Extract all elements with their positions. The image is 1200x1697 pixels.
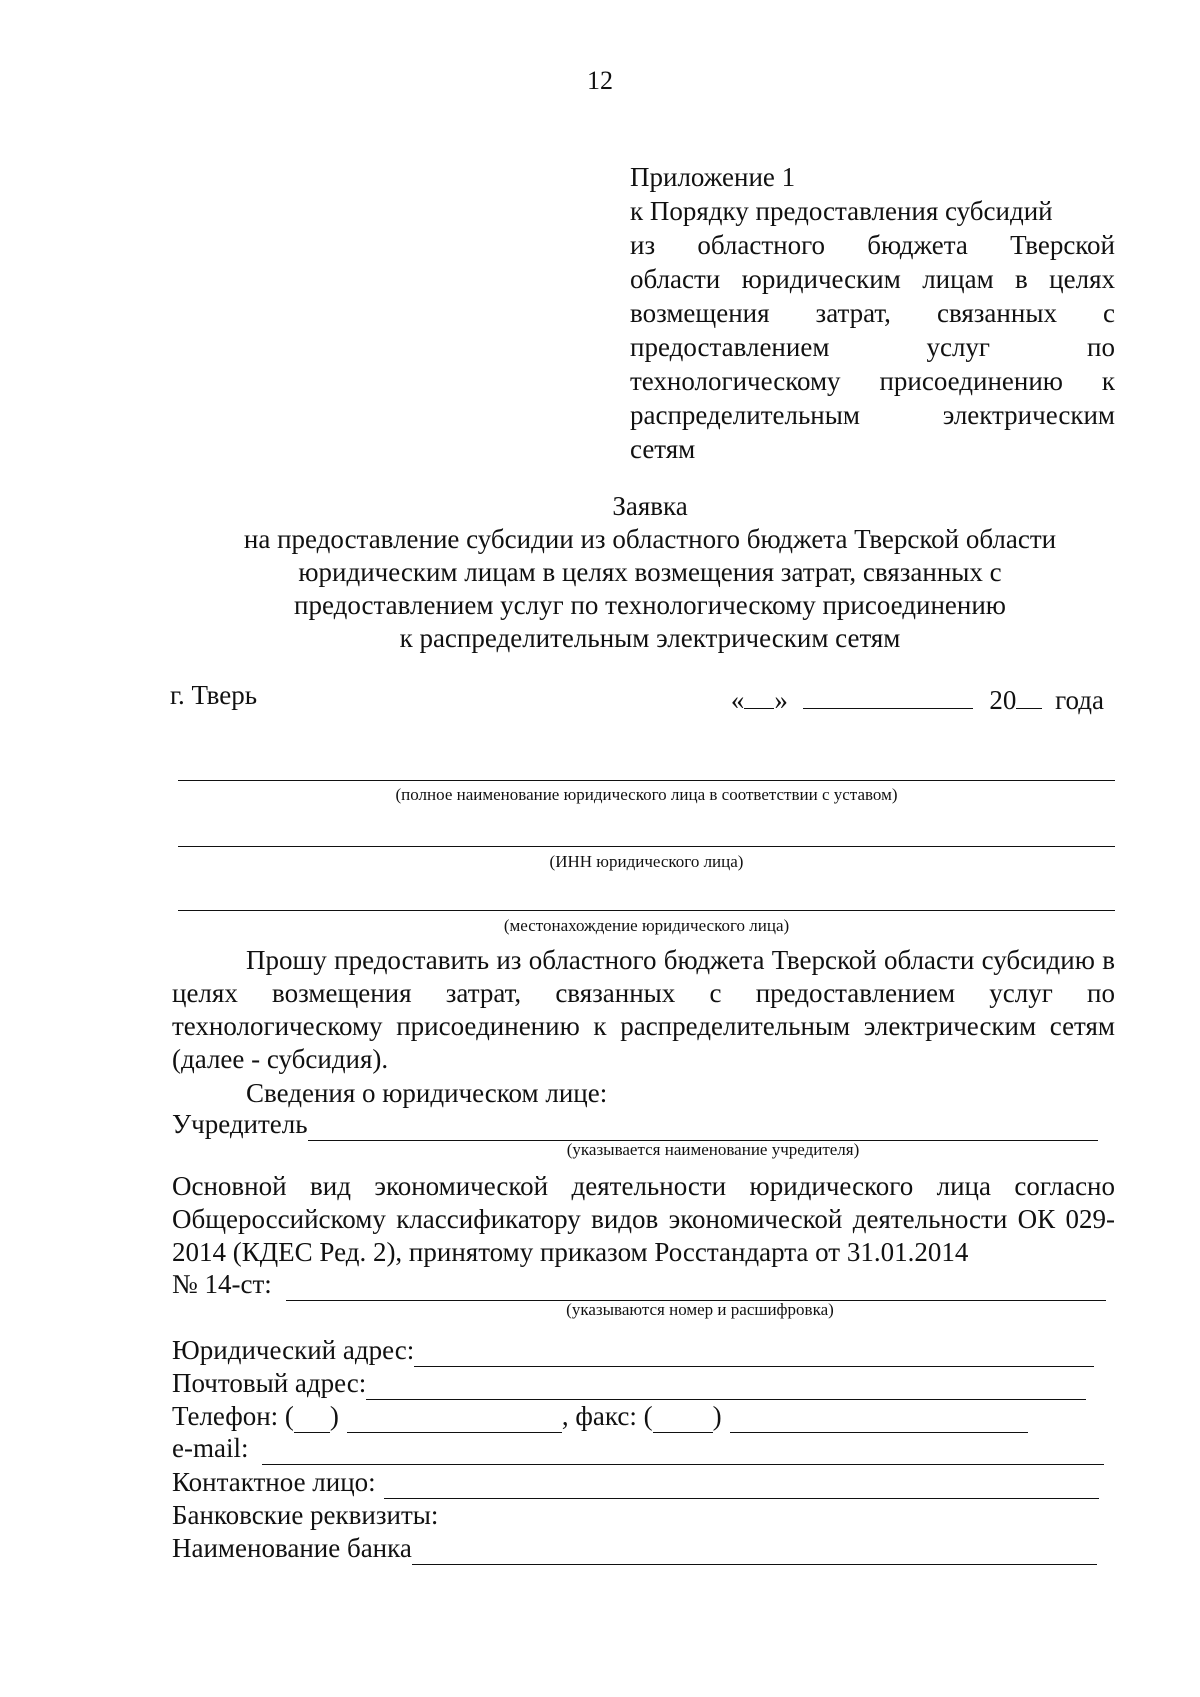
bank-name-label: Наименование банка [172,1533,412,1563]
place: г. Тверь [170,680,258,710]
month-blank[interactable] [803,682,973,709]
legal-address-label: Юридический адрес: [172,1335,415,1365]
date-field [731,682,1104,716]
appendix-line: из областного бюджета Тверской [630,230,1115,260]
inn-caption: (ИНН юридического лица) [549,852,744,871]
title-line: к распределительным электрическим сетям [399,623,901,653]
title-heading: Заявка [612,491,688,521]
postal-address-label: Почтовый адрес: [172,1368,367,1398]
legal-address-field [172,1334,1094,1367]
contact-person-label: Контактное лицо: [172,1467,376,1497]
contact-person-field [172,1466,1099,1499]
okved-field [172,1268,1106,1301]
phone-code-blank[interactable] [294,1406,330,1433]
founder-input-line[interactable] [308,1114,1098,1141]
legal-address-input-line[interactable] [414,1340,1094,1367]
appendix-line: распределительным электрическим [630,400,1115,430]
appendix-line: технологическому присоединению к [630,366,1115,396]
date-open-quote: « [730,685,745,715]
fax-label: , факс: ( [561,1401,653,1431]
appendix-line: предоставлением услуг по [630,332,1115,362]
appendix-line: сетям [630,434,696,464]
email-field [172,1432,1104,1465]
email-input-line[interactable] [262,1438,1104,1465]
year-prefix: 20 [989,685,1017,715]
appendix-block [630,160,1115,466]
postal-address-field [172,1367,1086,1400]
fax-close: ) [712,1401,722,1431]
okved-caption: (указываются номер и расшифровка) [566,1300,834,1319]
founder-label: Учредитель [172,1109,308,1139]
bank-details-field [172,1499,438,1532]
email-label: e-mail: [172,1433,249,1463]
okved-input-line[interactable] [286,1274,1106,1301]
founder-caption: (указывается наименование учредителя) [566,1140,860,1159]
fax-number-blank[interactable] [730,1406,1028,1433]
inn-line[interactable] [178,846,1115,847]
appendix-line: области юридическим лицам в целях [630,264,1115,294]
phone-close: ) [329,1401,339,1431]
location-caption: (местонахождение юридического лица) [503,916,790,935]
title-line: юридическим лицам в целях возмещения затрат, связанных с [298,557,1002,587]
year-blank[interactable] [1016,682,1042,709]
info-heading: Сведения о юридическом лице: [246,1078,608,1108]
postal-address-input-line[interactable] [366,1373,1086,1400]
phone-number-blank[interactable] [347,1406,562,1433]
bank-name-input-line[interactable] [412,1538,1097,1565]
date-close-quote: » [774,685,788,715]
application-title [170,490,1130,655]
title-line: предоставлением услуг по технологическому присоединению [294,590,1006,620]
appendix-line: возмещения затрат, связанных с [630,298,1115,328]
day-blank[interactable] [744,682,774,709]
fax-code-blank[interactable] [653,1406,713,1433]
phone-fax-field [172,1400,1028,1433]
page-number: 12 [587,66,613,95]
full-name-line[interactable] [178,780,1115,781]
location-line[interactable] [178,910,1115,911]
bank-details-label: Банковские реквизиты: [172,1500,439,1530]
appendix-line: Приложение 1 [630,162,796,192]
full-name-caption: (полное наименование юридического лица в соответствии с уставом) [395,785,898,804]
year-suffix: года [1055,685,1104,715]
phone-label: Телефон: ( [172,1401,294,1431]
founder-field [172,1108,1098,1141]
title-line: на предоставление субсидии из областного бюджета Тверской области [243,524,1057,554]
activity-paragraph: Основной вид экономической деятельности юридического лица согласно Общероссийскому классификатору видов экономической деятельности ОК 029-2014 (КДЕС Ред. 2), принятому приказом Росстандарта от 31.01.2014 [172,1171,1115,1267]
order-number-label: № 14-ст: [172,1269,272,1299]
request-paragraph: Прошу предоставить из областного бюджета Тверской области субсидию в целях возмещения затрат, связанных с предоставлением услуг по технологическому присоединению к распределительным электрическим сетям (далее - субсидия). [172,945,1115,1074]
contact-person-input-line[interactable] [384,1472,1099,1499]
bank-name-field [172,1532,1097,1565]
appendix-line: к Порядку предоставления субсидий [630,196,1053,226]
